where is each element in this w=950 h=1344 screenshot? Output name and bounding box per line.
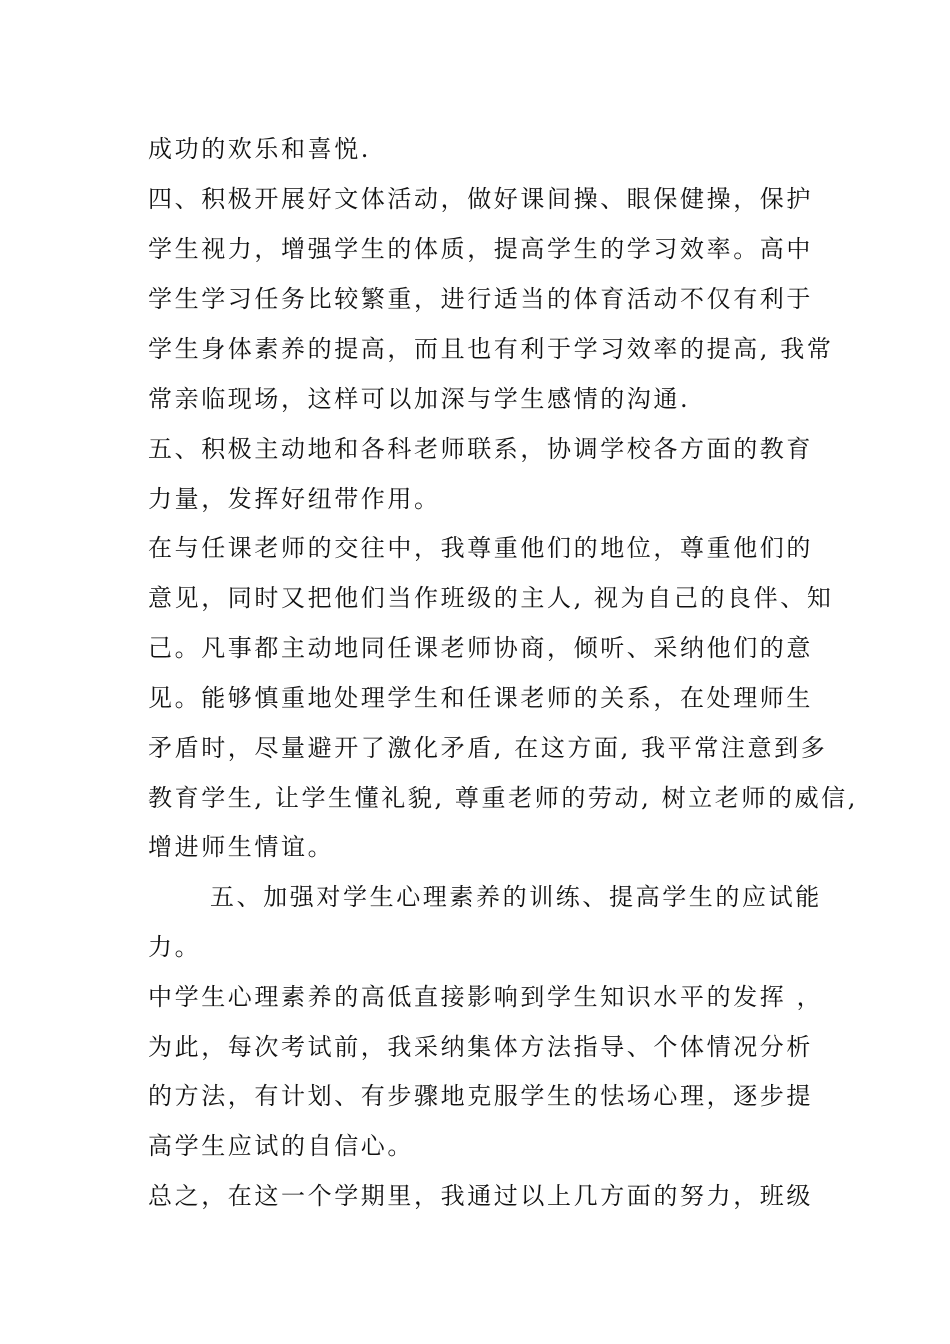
text-line: 增进师生情谊。	[148, 833, 335, 861]
text-line: 的方法，有计划、有步骤地克服学生的怯场心理，逐步提	[148, 1082, 813, 1110]
text-line: 中学生心理素养的高低直接影响到学生知识水平的发挥 ，	[148, 983, 824, 1011]
text-line: 五、积极主动地和各科老师联系，协调学校各方面的教育	[148, 435, 813, 463]
text-line: 总之，在这一个学期里，我通过以上几方面的努力，班级	[148, 1182, 813, 1210]
text-line: 见。能够慎重地处理学生和任课老师的关系，在处理师生	[148, 684, 813, 712]
text-line: 常亲临现场，这样可以加深与学生感情的沟通.	[148, 385, 691, 413]
text-line: 学生身体素养的提高，而且也有利于学习效率的提高, 我常	[148, 335, 834, 363]
text-line: 为此，每次考试前，我采纳集体方法指导、个体情况分析	[148, 1033, 813, 1061]
text-line: 四、积极开展好文体活动，做好课间操、眼保健操，保护	[148, 185, 813, 213]
text-line: 高学生应试的自信心。	[148, 1132, 414, 1160]
text-line: 学生学习任务比较繁重，进行适当的体育活动不仅有利于	[148, 285, 813, 313]
text-line: 成功的欢乐和喜悦.	[148, 135, 372, 163]
text-line: 意见，同时又把他们当作班级的主人, 视为自己的良伴、知	[148, 584, 834, 612]
text-line: 己。凡事都主动地同任课老师协商，倾听、采纳他们的意	[148, 634, 813, 662]
text-line: 教育学生, 让学生懂礼貌, 尊重老师的劳动, 树立老师的威信,	[148, 784, 859, 812]
section-heading: 五、加强对学生心理素养的训练、提高学生的应试能	[210, 883, 822, 911]
text-line: 矛盾时，尽量避开了激化矛盾, 在这方面, 我平常注意到多	[148, 734, 828, 762]
text-line: 力。	[148, 933, 202, 961]
text-line: 在与任课老师的交往中，我尊重他们的地位，尊重他们的	[148, 534, 813, 562]
text-line: 力量，发挥好纽带作用。	[148, 485, 441, 513]
text-line: 学生视力，增强学生的体质，提高学生的学习效率。高中	[148, 235, 813, 263]
